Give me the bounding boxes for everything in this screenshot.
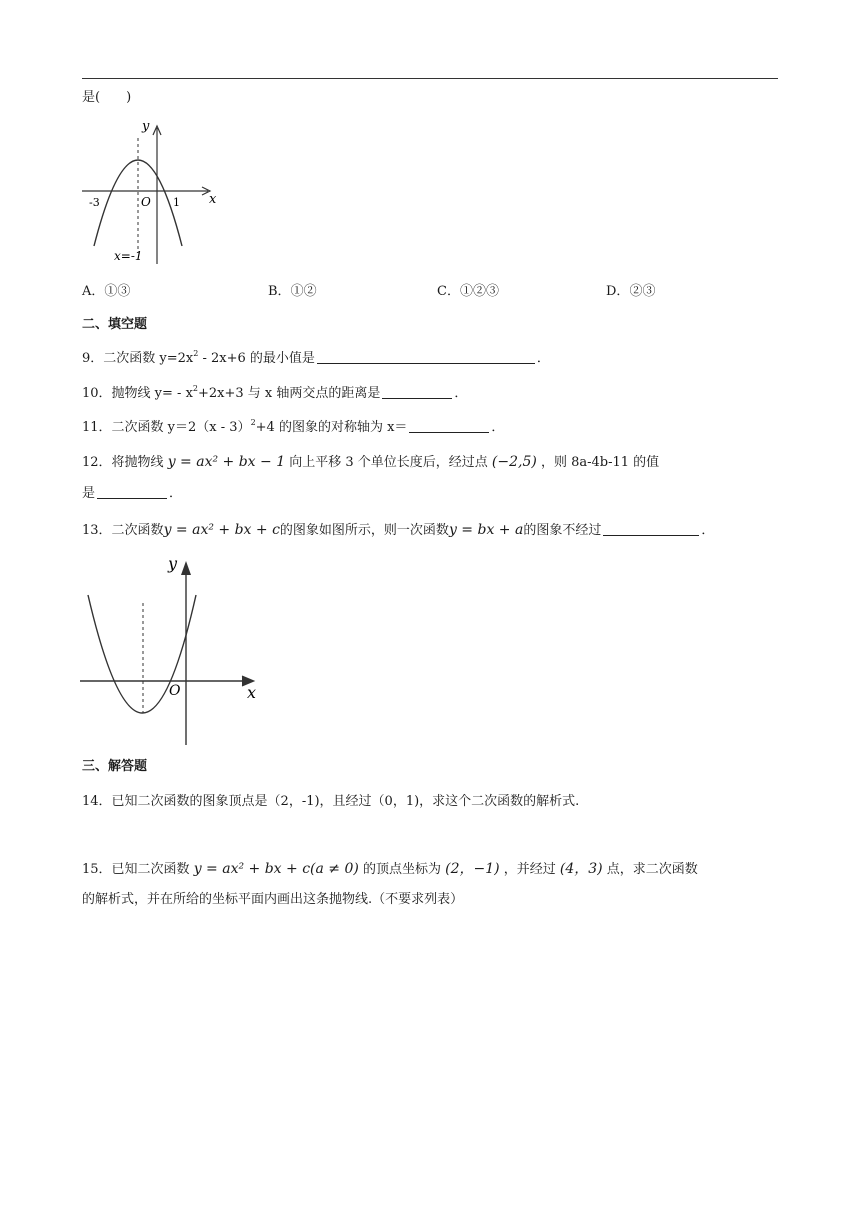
q13-origin-label: O [169,683,181,699]
q10-answer-blank[interactable] [382,384,452,399]
q8-x-axis-label: x [209,192,217,207]
q13-x-axis-label: x [247,683,257,702]
q8-option-c[interactable]: C．①②③ [437,284,499,299]
q8-option-a[interactable]: A．①③ [82,284,131,299]
q13-parabola-graph [80,553,270,749]
section-solve-title: 三、解答题 [82,759,148,774]
q11-answer-blank[interactable] [409,418,489,433]
question-9: 9．二次函数 $y=2x^2 - 2x+6$ 的最小值是 ． [82,349,550,366]
q8-stem: 是( ) [82,90,132,105]
question-12: 12．将抛物线 y = ax² + bx − 1 向上平移 3 个单位长度后，经过点 (−2,5) ，则 8a-4b-11 的值 [82,454,660,470]
q8-parabola-graph [82,118,222,266]
q8-symmetry-label: x=-1 [114,249,143,263]
q8-tick-minus3: -3 [89,196,100,209]
q12-answer-blank[interactable] [97,484,167,499]
q8-y-axis-label: y [142,119,150,134]
question-14: 14．已知二次函数的图象顶点是（2，-1)，且经过（0，1)，求这个二次函数的解析式. [82,794,580,809]
section-fill-in-title: 二、填空题 [82,317,148,332]
q15-point: (4，3) [559,861,603,877]
q8-option-d[interactable]: D．②③ [606,284,656,299]
q13-answer-blank[interactable] [603,521,699,536]
q13-formula-linear: y = bx + a [448,522,524,538]
q13-y-axis-label: y [168,554,178,573]
question-10: 10．抛物线 $y= - x^2+2x+3$ 与 x 轴两交点的距离是 ． [82,384,468,401]
question-11: 11．二次函数 y＝2（x - 3）$^2$+4 的图象的对称轴为 x＝ ． [82,418,505,435]
q8-origin-label: O [141,195,151,209]
q15-vertex: (2，−1) [445,861,500,877]
q9-answer-blank[interactable] [317,349,535,364]
q15-formula: y = ax² + bx + c(a ≠ 0) [193,861,359,877]
question-12-line2: 是 ． [82,486,183,501]
q8-tick-1: 1 [173,196,180,209]
question-15-line2: 的解析式，并在所给的坐标平面内画出这条抛物线.（不要求列表） [82,892,464,907]
q8-option-b[interactable]: B．①② [268,284,317,299]
header-rule [82,78,778,79]
question-15: 15．已知二次函数 y = ax² + bx + c(a ≠ 0) 的顶点坐标为 (2，−1) ，并经过 (4，3) 点，求二次函数 [82,861,698,877]
q12-formula: y = ax² + bx − 1 [167,454,286,470]
q12-point: (−2,5) [491,454,537,470]
q13-formula-quadratic: y = ax² + bx + c [163,522,280,538]
question-13: 13．二次函数y = ax² + bx + c的图象如图所示，则一次函数y = bx + a的图象不经过 ． [82,522,715,538]
